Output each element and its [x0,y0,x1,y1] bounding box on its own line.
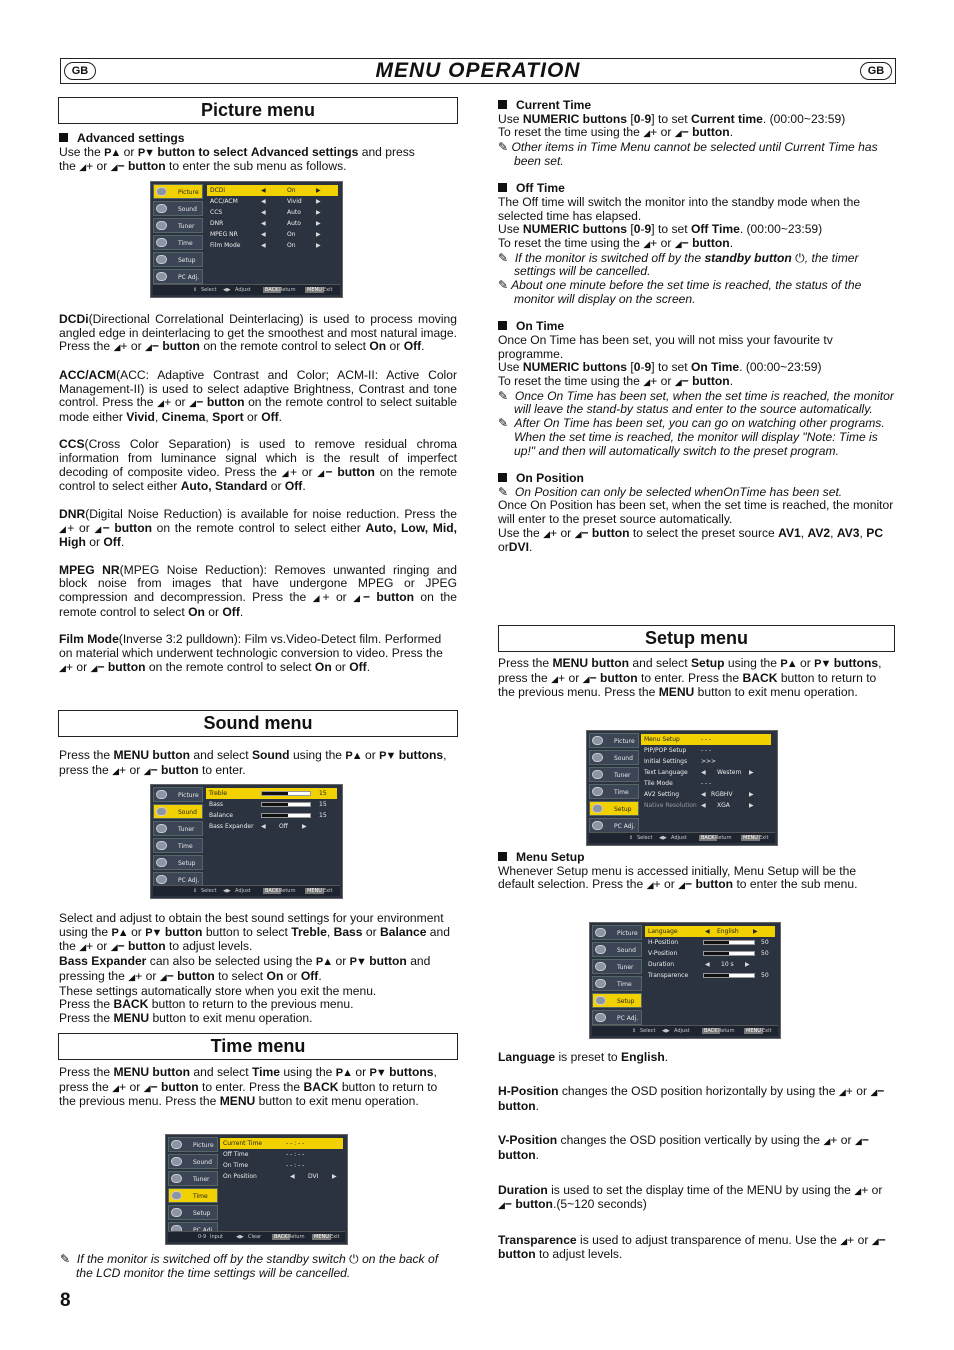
volume-icon: ◢ [854,1136,862,1147]
menu-setup-block: Menu Setup Whenever Setup menu is accessed initially, Menu Setup will be the default selection. Press the ◢+ or ◢− button to enter the sub menu. [498,850,858,892]
osd-tab-time: Time [168,1188,218,1203]
osd-row: DNR ◀ Auto ▶ [210,220,321,227]
time-intro: Press the MENU button and select Time using the P▲ or P▼ buttons, press the ◢+ or ◢− button to enter. Press the BACK button to return to the previous menu. Press the MENU button to exit menu operation. [59,1065,438,1109]
volume-icon: ◢ [854,1185,862,1196]
volume-icon: ◢ [551,673,559,684]
volume-icon: ◢ [157,398,165,409]
bullet-square [498,183,507,192]
osd-tab-time: Time [592,976,642,991]
setup-icon [592,804,603,813]
level-bar [261,802,311,807]
volume-icon: ◢ [674,239,682,250]
osd-tab-picture: Picture [589,733,639,748]
picture-menu-title: Picture menu [58,97,458,124]
volume-icon: ◢ [678,880,686,891]
setup-intro: Press the MENU button and select Setup using the P▲ or P▼ buttons, press the ◢+ or ◢− button to enter. Press the BACK button to return to the previous menu. Press the MENU button to exit menu operation. [498,656,882,700]
setup-icon [156,858,167,867]
sound-intro: Press the MENU button and select Sound using the P▲ or P▼ buttons, press the ◢+ or ◢− button to enter. [59,748,447,777]
volume-icon: ◢ [498,1200,505,1211]
pencil-icon: ✎ [498,484,509,499]
setup-icon [595,996,606,1005]
osd-tab-sound: Sound [592,942,642,957]
osd-tab-pc-adj: PC Adj. [592,1010,642,1025]
setup-icon [171,1208,182,1217]
osd-tab-pc-adj: PC Adj. [153,872,203,887]
pencil-icon: ✎ [498,388,509,403]
pencil-icon: ✎ [498,278,509,293]
picture-osd-screenshot [150,181,343,298]
volume-icon: ◢ [59,662,66,673]
clock-icon [592,787,603,796]
page-title: MENU OPERATION [375,59,581,82]
setup-osd-screenshot [586,730,778,846]
volume-icon: ◢ [110,162,118,173]
osd-row: Duration ◀ 10 s ▶ [648,961,750,968]
osd-tab-tuner: Tuner [168,1171,218,1186]
volume-icon: ◢ [79,162,87,173]
tuner-icon [592,770,603,779]
setup-menu-title: Setup menu [498,625,895,652]
picture-icon [592,736,603,745]
osd-row: Transparence 50 [648,972,769,979]
osd-row: AV2 Setting ◀ RGBHV ▶ [644,791,754,798]
osd-tab-setup: Setup [153,855,203,870]
volume-icon: ◢ [281,467,290,478]
osd-tab-sound: Sound [153,201,203,216]
time-menu-title: Time menu [58,1033,458,1060]
osd-tab-pc-adj: PC Adj. [153,269,203,284]
bullet-square [498,100,507,109]
picture-descriptions: DCDi(Directional Correlational Deinterlacing) is used to process moving angled edge in deinterlacing to get the smoothest and most natural image. Press the ◢+ or ◢− button on the remote control to select On or Off. ACC/ACM(ACC: Adaptive Contrast and Color; ACM-II: Active Color Management-II) is used to select adaptive Brightness, Contrast and tone control. Press the ◢+ or ◢− button on the remote control to select suitable mode either Vivid, Cinema, Sport or Off. CCS(Cross Color Separation) is used to remove residual chroma information from luminance signal which is the result of imperfect decoding of composite video. Press the ◢+ or ◢− button on the remote control to select either Auto, Standard or Off. DNR(Digital Noise Reduction) is available for noise reduction. Press the ◢+ or ◢− button on the remote control to select either Auto, Low, Mid, High or Off. MPEG NR(MPEG Noise Reduction): Removes unwanted ringing and block noise from images that have undergone MPEG or JPEG compression and decompression. Press the ◢+ or ◢− button on the remote control to select On or Off. Film Mode(Inverse 3:2 pulldown): Film vs.Video-Detect film. Performed on material which underwent technologic conversion to video. Press the ◢+ or ◢− button on the remote control to select On or Off. [59,312,458,674]
osd-row: On Position ◀ DVI ▶ [223,1173,337,1180]
osd-tab-sound: Sound [589,750,639,765]
volume-icon: ◢ [646,880,654,891]
volume-icon: ◢ [112,765,120,776]
volume-icon: ◢ [870,1087,878,1098]
pencil-icon: ✎ [60,1252,71,1266]
bullet-square [498,473,507,482]
volume-icon: ◢ [838,1087,846,1098]
pencil-icon: ✎ [498,140,509,155]
osd-footer: ⇕ Select ◀▶ Adjust BACK Return MENU Exit [592,1025,778,1036]
time-osd-screenshot [165,1134,348,1245]
volume-icon: ◢ [94,523,103,534]
osd-tab-picture: Picture [153,184,203,199]
pencil-icon: ✎ [498,416,509,431]
osd-tab-setup: Setup [592,993,642,1008]
picture-icon [171,1140,182,1149]
osd-row: ACC/ACM ◀ Vivid ▶ [210,198,321,205]
osd-sidebar [153,184,203,286]
tuner-icon [595,962,606,971]
volume-icon: ◢ [574,528,582,539]
lang-badge-right: GB [860,62,892,80]
osd-footer: ⇕ Select ◀▶ Adjust BACK Return MENU Exit [153,284,340,295]
osd-tab-time: Time [153,838,203,853]
osd-tab-picture: Picture [153,787,203,802]
volume-icon: ◢ [643,239,651,250]
volume-icon: ◢ [90,662,98,673]
osd-row: Menu Setup - - - [641,734,771,745]
sound-icon [156,204,167,213]
volume-icon: ◢ [144,342,152,353]
osd-tab-sound: Sound [153,804,203,819]
volume-icon: ◢ [317,467,326,478]
volume-icon: ◢ [159,971,167,982]
osd-tab-tuner: Tuner [153,821,203,836]
osd-row: DCDi ◀ On ▶ [207,185,338,196]
osd-row: On Time - - : - - [223,1162,305,1169]
menu-setup-osd-screenshot [589,922,781,1039]
tuner-icon [156,221,167,230]
level-bar [703,940,755,945]
volume-icon: ◢ [582,673,590,684]
osd-row: Off Time - - : - - [223,1151,305,1158]
osd-row: Text Language ◀ Western ▶ [644,769,754,776]
level-bar [261,813,311,818]
volume-icon: ◢ [312,593,323,603]
volume-icon: ◢ [543,528,550,539]
osd-row: CCS ◀ Auto ▶ [210,209,321,216]
volume-icon: ◢ [840,1235,848,1246]
volume-icon: ◢ [110,942,118,953]
osd-row: MPEG NR ◀ On ▶ [210,231,321,238]
tuner-icon [171,1174,182,1183]
sound-body: Select and adjust to obtain the best sound settings for your environment using the P▲ or P▼ button button to select Treble, Bass or Balance and the ◢+ or ◢− button to adjust levels. Bass Expander can also be selected using the P▲ or P▼ button and pressing the ◢+ or ◢− button to select On or Off. These settings automatically store when you exit the menu. Press the BACK button to return to the previous menu. Press the MENU button to exit menu operation. [59,911,450,1025]
page-number: 8 [60,1290,71,1311]
volume-icon: ◢ [113,342,121,353]
sound-icon [171,1157,182,1166]
osd-row: Initial Settings >>> [644,758,717,765]
advanced-settings-block: Advanced settings Use the P▲ or P▼ button to select Advanced settings and press the ◢+ or ◢− button to enter the sub menu as follows. [59,131,415,174]
osd-tab-sound: Sound [168,1154,218,1169]
right-column-time: Current Time Use NUMERIC buttons [0-9] to set Current time. (00:00~23:59) To reset the time using the ◢+ or ◢− button. ✎ Other items in Time Menu cannot be selected until Current Time has been set. Off Time The Off time will switch the monitor into the standby mode when the selected time has elapsed. Use NUMERIC buttons [0-9] to set Off Time. (00:00~23:59) To reset the time using the ◢+ or ◢− button. ✎ If the monitor is switched off by the standby button ⏻, the timer settings will be cancelled. ✎ About one minute before the set time is reached, the status of the monitor will display on the screen. On Time Once On Time has been set, you will not miss your favourite tv programme. Use NUMERIC buttons [0-9] to set On Time. (00:00~23:59) To reset the time using the ◢+ or ◢− button. ✎ Once On Time has been set, when the set time is reached, the monitor will leave the stand-by status and enter to the source automatically. ✎ After On Time has been set, you can go on watching other programs. When the set time is reached, the monitor will display "Note: Time is up!" and then will automatically switch to the preset program. On Position ✎ On Position can only be selected whenOnTime has been set. Once On Position has been set, when the set time is reached, the monitor will enter to the preset source automatically. Use the ◢+ or ◢− button to select the preset source AV1, AV2, AV3, PC orDVI. [498,98,894,555]
volume-icon: ◢ [112,1082,120,1093]
osd-row: Bass Expander ◀ Off ▶ [209,823,307,830]
header-bar [60,58,896,84]
volume-icon: ◢ [59,523,68,534]
osd-tab-tuner: Tuner [589,767,639,782]
osd-footer: ⇕ Select ◀▶ Adjust BACK Return MENU Exit [589,832,775,843]
osd-row: PIP/POP Setup - - - [644,747,712,754]
picture-icon [156,790,167,799]
volume-icon: ◢ [143,1082,151,1093]
picture-icon [595,928,606,937]
volume-icon: ◢ [189,398,197,409]
clock-icon [156,841,167,850]
pencil-icon: ✎ [498,250,509,265]
osd-tab-tuner: Tuner [153,218,203,233]
osd-footer: ⇕ Select ◀▶ Adjust BACK Return MENU Exit [153,885,340,896]
clock-icon [156,238,167,247]
power-icon: ⏻ [795,250,805,265]
clock-icon [595,979,606,988]
volume-icon: ◢ [823,1136,831,1147]
osd-tab-time: Time [153,235,203,250]
level-bar [261,791,311,796]
time-note: ✎ If the monitor is switched off by the standby switch ⏻ on the back of the LCD monitor the time settings will be cancelled. [60,1252,439,1280]
osd-row: H-Position 50 [648,939,769,946]
osd-tab-picture: Picture [168,1137,218,1152]
level-bar [703,951,755,956]
osd-row: V-Position 50 [648,950,769,957]
osd-row: Bass 15 [209,801,327,808]
volume-icon: ◢ [674,377,682,388]
volume-icon: ◢ [143,765,151,776]
osd-tab-setup: Setup [168,1205,218,1220]
sound-icon [592,753,603,762]
volume-icon: ◢ [871,1235,879,1246]
osd-tab-picture: Picture [592,925,642,940]
pc-icon [595,1013,606,1022]
volume-icon: ◢ [674,128,682,139]
osd-row: Film Mode ◀ On ▶ [210,242,321,249]
osd-row: Language ◀ English ▶ [645,926,775,937]
bullet-square [498,321,507,330]
sound-icon [156,807,167,816]
pc-icon [156,875,167,884]
level-bar [703,973,755,978]
pc-icon [592,821,603,830]
pc-icon [156,272,167,281]
sound-menu-title: Sound menu [58,710,458,737]
setup-descriptions: Language is preset to English. H-Position changes the OSD position horizontally by using the ◢+ or ◢− button. V-Position changes the OSD position vertically by using the ◢+ or ◢− button. Duration is used to set the display time of the MENU by using the ◢+ or ◢− button.(5~120 seconds) Transparence is used to adjust transparence of menu. Use the ◢+ or ◢− button to adjust levels. [498,1050,886,1262]
osd-row: Tile Mode - - - [644,780,712,787]
volume-icon: ◢ [128,971,136,982]
osd-footer: 0-9 Input ◀▶ Clear BACK Return MENU Exit [168,1231,345,1242]
picture-icon [156,187,167,196]
bullet-square [59,133,68,142]
setup-icon [156,255,167,264]
osd-tab-setup: Setup [589,801,639,816]
osd-tab-tuner: Tuner [592,959,642,974]
osd-panel [207,185,338,251]
osd-row: Native Resolution ◀ XGA ▶ [644,802,754,809]
sound-osd-screenshot [150,784,343,899]
lang-badge-left: GB [64,62,96,80]
bullet-square [498,852,507,861]
power-icon: ⏻ [349,1252,359,1266]
tuner-icon [156,824,167,833]
osd-tab-time: Time [589,784,639,799]
volume-icon: ◢ [353,593,363,603]
volume-icon: ◢ [643,128,651,139]
osd-row: Treble 15 [206,788,337,799]
osd-tab-pc-adj: PC Adj. [589,818,639,833]
volume-icon: ◢ [643,377,651,388]
sound-icon [595,945,606,954]
osd-row: Current Time - - : - - [220,1138,343,1149]
clock-icon [171,1191,182,1200]
osd-tab-setup: Setup [153,252,203,267]
volume-icon: ◢ [79,942,87,953]
osd-row: Balance 15 [209,812,327,819]
